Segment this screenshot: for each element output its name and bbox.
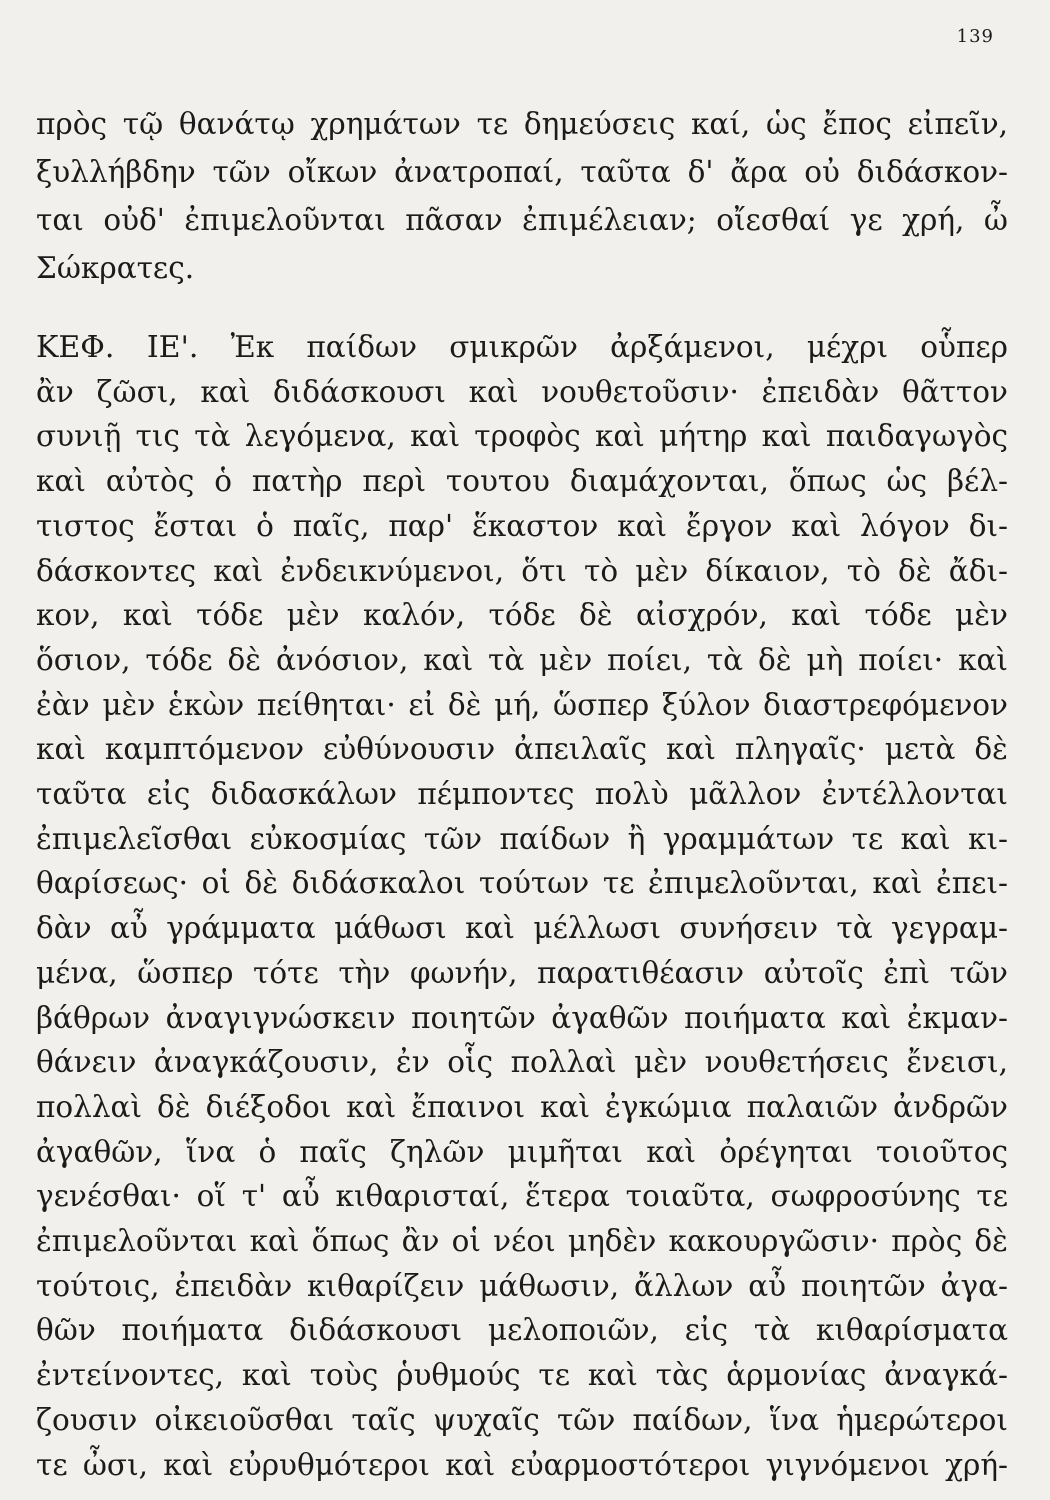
chapter-first-line bbox=[36, 327, 1008, 368]
text-line: βάθρων ἀναγιγνώσκειν ποιητῶν ἀγαθῶν ποιήματα καὶ ἐκμαν- bbox=[36, 1000, 1008, 1035]
text-line: καὶ καμπτόμενον εὐθύνουσιν ἀπειλαῖς καὶ πληγαῖς· μετὰ δὲ bbox=[36, 732, 1008, 767]
text-line: ἐὰν μὲν ἑκὼν πείθηται· εἰ δὲ μή, ὥσπερ ξύλον διαστρεφόμενον bbox=[36, 687, 1008, 722]
text-line: Σώκρατες. bbox=[36, 251, 195, 285]
text-line: γενέσθαι· οἵ τ' αὖ κιθαρισταί, ἕτερα τοιαῦτα, σωφροσύνης τε bbox=[36, 1179, 1008, 1214]
text-line: ἀγαθῶν, ἵνα ὁ παῖς ζηλῶν μιμῆται καὶ ὀρέγηται τοιοῦτος bbox=[36, 1134, 1008, 1169]
text-line: ἐπιμελοῦνται καὶ ὅπως ἂν οἱ νέοι μηδὲν κακουργῶσιν· πρὸς δὲ bbox=[36, 1224, 1008, 1258]
text-line: ὅσιον, τόδε δὲ ἀνόσιον, καὶ τὰ μὲν ποίει, τὰ δὲ μὴ ποίει· καὶ bbox=[36, 642, 1008, 677]
text-line: πρὸς τῷ θανάτῳ χρημάτων τε δημεύσεις καί, ὡς ἔπος εἰπεῖν, bbox=[36, 107, 1008, 141]
text-line: θῶν ποιήματα διδάσκουσι μελοποιῶν, εἰς τὰ κιθαρίσματα bbox=[36, 1313, 1008, 1348]
text-line: δὰν αὖ γράμματα μάθωσι καὶ μέλλωσι συνήσειν τὰ γεγραμ- bbox=[36, 911, 1008, 946]
text-line: ἐντείνοντες, καὶ τοὺς ῥυθμούς τε καὶ τὰς ἁρμονίας ἀναγκά- bbox=[36, 1358, 1008, 1393]
text-line: ταῦτα εἰς διδασκάλων πέμποντες πολὺ μᾶλλον ἐντέλλονται bbox=[36, 777, 1008, 811]
text-line: ξυλλήβδην τῶν οἴκων ἀνατροπαί, ταῦτα δ' ἄρα οὐ διδάσκον- bbox=[36, 155, 1008, 189]
page-number: 139 bbox=[956, 26, 994, 47]
text-line: κον, καὶ τόδε μὲν καλόν, τόδε δὲ αἰσχρόν, καὶ τόδε μὲν bbox=[36, 598, 1008, 633]
text-line: πολλαὶ δὲ διέξοδοι καὶ ἔπαινοι καὶ ἐγκώμια παλαιῶν ἀνδρῶν bbox=[36, 1089, 1008, 1124]
text-line: συνιῇ τις τὰ λεγόμενα, καὶ τροφὸς καὶ μήτηρ καὶ παιδαγωγὸς bbox=[36, 419, 1008, 454]
text-line: θαρίσεως· οἱ δὲ διδάσκαλοι τούτων τε ἐπιμελοῦνται, καὶ ἐπει- bbox=[36, 866, 1008, 901]
text-line: θάνειν ἀναγκάζουσιν, ἐν οἷς πολλαὶ μὲν νουθετήσεις ἔνεισι, bbox=[36, 1045, 1008, 1080]
text-line: ἐπιμελεῖσθαι εὐκοσμίας τῶν παίδων ἢ γραμμάτων τε καὶ κι- bbox=[36, 821, 1008, 856]
text-line-start: Ἐκ παίδων σμικρῶν ἀρξάμενοι, μέχρι οὗπερ bbox=[198, 330, 1009, 364]
chapter-heading: ΚΕΦ. ΙΕ'. bbox=[36, 330, 199, 365]
text-line: ἂν ζῶσι, καὶ διδάσκουσι καὶ νουθετοῦσιν· ἐπειδὰν θᾶττον bbox=[36, 374, 1008, 409]
text-line: τε ὦσι, καὶ εὐρυθμότεροι καὶ εὐαρμοστότεροι γιγνόμενοι χρή- bbox=[36, 1447, 1008, 1482]
text-line: καὶ αὐτὸς ὁ πατὴρ περὶ τουτου διαμάχονται, ὅπως ὡς βέλ- bbox=[36, 464, 1008, 499]
text-line: τιστος ἔσται ὁ παῖς, παρ' ἕκαστον καὶ ἔργον καὶ λόγον δι- bbox=[36, 508, 1008, 543]
text-line: μένα, ὥσπερ τότε τὴν φωνήν, παρατιθέασιν αὐτοῖς ἐπὶ τῶν bbox=[36, 955, 1008, 990]
text-line: ζουσιν οἰκειοῦσθαι ταῖς ψυχαῖς τῶν παίδων, ἵνα ἡμερώτεροι bbox=[36, 1402, 1008, 1437]
text-line: ται οὐδ' ἐπιμελοῦνται πᾶσαν ἐπιμέλειαν; οἴεσθαί γε χρή, ὦ bbox=[36, 203, 1008, 237]
text-line: δάσκοντες καὶ ἐνδεικνύμενοι, ὅτι τὸ μὲν δίκαιον, τὸ δὲ ἄδι- bbox=[36, 553, 1008, 588]
text-line: τούτοις, ἐπειδὰν κιθαρίζειν μάθωσιν, ἄλλων αὖ ποιητῶν ἀγα- bbox=[36, 1268, 1008, 1303]
